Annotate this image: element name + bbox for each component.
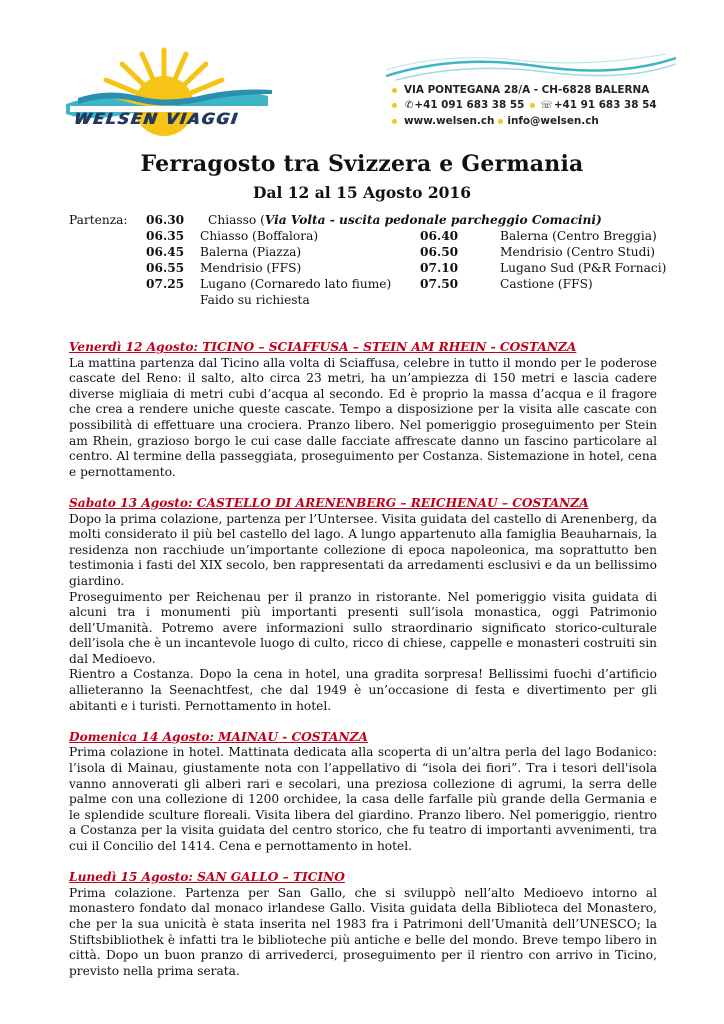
departure-row (146, 261, 184, 277)
departure-place: Lugano Sud (P&R Fornaci) (500, 261, 667, 275)
departure-time: 06.30 (146, 213, 185, 227)
departure-time: 06.50 (420, 245, 459, 259)
departure-time: 06.40 (420, 229, 459, 243)
day-description: Rientro a Costanza. Dopo la cena in hotel, una gradita sorpresa! Bellissimi fuochi d’artificio allieteranno la Seenachtfest, che dal 1949 è un’occasione di festa e divertimento per gli abitanti e i turisti. Pernottamento in hotel. (69, 667, 657, 713)
day-section (69, 340, 657, 480)
departure-row (420, 261, 458, 277)
page-title: Ferragosto tra Svizzera e Germania (140, 151, 584, 177)
departure-row (420, 245, 458, 261)
bullet-icon (392, 88, 397, 93)
day-title: Sabato 13 Agosto: CASTELLO DI ARENENBERG – REICHENAU – COSTANZA (69, 495, 589, 510)
departure-place: Mendrisio (Centro Studi) (500, 245, 656, 259)
day-description: Prima colazione in hotel. Mattinata dedicata alla scoperta di un’altra perla del lago Bodanico: l’isola di Mainau, giustamente nota con l’appellativo di “isola dei fiori”. Tra i tesori dell'isola vanno annoverati gli alberi rari e secolari, una preziosa collezione di agrumi, la serra delle palme con una collezione di 1200 orchidee, la casa delle farfalle più grande della Germania e le splendide sculture floreali. Visita libera del giardino. Pranzo libero. Nel pomeriggio, rientro a Costanza per la visita guidata del centro storico, che fu teatro di importanti avvenimenti, tra cui il Concilio del 1414. Cena e pernottamento in hotel. (69, 745, 657, 853)
departure-time: 07.50 (420, 277, 459, 291)
departure-place-detail: Via Volta - uscita pedonale parcheggio Comacini) (264, 213, 602, 227)
itinerary (69, 340, 657, 995)
day-title: Lunedì 15 Agosto: SAN GALLO – TICINO (69, 870, 345, 885)
departure-time: 07.25 (146, 277, 185, 291)
departure-row (146, 229, 184, 245)
brand-name: WELSEN VIAGGI (72, 110, 240, 128)
day-section (69, 870, 657, 979)
departure-place: Balerna (Centro Breggia) (500, 229, 657, 243)
departure-row (146, 277, 184, 293)
day-section (69, 730, 657, 855)
website-link[interactable]: www.welsen.ch (404, 114, 495, 127)
departure-note: Faido su richiesta (200, 293, 310, 307)
departure-place: Chiasso ( (208, 213, 265, 227)
address: VIA PONTEGANA 28/A - CH-6828 BALERNA (404, 84, 650, 96)
departure-row (146, 213, 602, 229)
departure-place: Lugano (Cornaredo lato fiume) (200, 277, 392, 291)
wave-decoration-icon (386, 50, 676, 86)
departure-place: Mendrisio (FFS) (200, 261, 302, 275)
bullet-icon (392, 119, 397, 124)
day-description: Proseguimento per Reichenau per il pranzo in ristorante. Nel pomeriggio visita guidata di alcuni tra i monumenti più importanti presenti sull’isola monastica, oggi Patrimonio dell’Umanità. Potremo avere informazioni sullo straordinario significato storico-culturale dell’isola che è un incantevole luogo di culto, ricco di chiese, cappelle e monasteri costruiti sin dal Medioevo. (69, 589, 657, 666)
departure-time: 06.45 (146, 245, 185, 259)
day-title: Domenica 14 Agosto: MAINAU - COSTANZA (69, 729, 368, 744)
page-subtitle: Dal 12 al 15 Agosto 2016 (253, 183, 471, 202)
phone: +41 091 683 38 55 (414, 99, 525, 112)
day-description: Prima colazione. Partenza per San Gallo, che si sviluppò nell’alto Medioevo intorno al monastero fondato dal monaco irlandese Gallo. Visita guidata della Biblioteca del Monastero, che per la sua unicità è stata inserita nel 1983 fra i Patrimoni dell’Umanità dell’UNESCO; la Stiftsbibliothek è infatti tra le biblioteche più antiche e belle del mondo. Breve tempo libero in città. Dopo un buon pranzo di arrivederci, proseguimento per il rientro con arrivo in Ticino, previsto nella prima serata. (69, 885, 657, 978)
day-description: La mattina partenza dal Ticino alla volta di Sciaffusa, celebre in tutto il mondo per le poderose cascate del Reno: il salto, alto circa 23 metri, ha un’ampiezza di 150 metri e lascia cadere diverse migliaia di metri cubi d’acqua al secondo. Ed è proprio la massa d’acqua e il fragore che crea a rendere uniche queste cascate. Tempo a disposizione per la visita alle cascate con possibilità di effettuare una crociera. Pranzo libero. Nel pomeriggio proseguimento per Stein am Rhein, grazioso borgo le cui case dalle facciate affrescate danno un fascino particolare al centro. Al termine della passeggiata, proseguimento per Costanza. Sistemazione in hotel, cena e pernottamento. (69, 355, 657, 479)
day-description: Dopo la prima colazione, partenza per l’Untersee. Visita guidata del castello di Arenenberg, da molti considerato il più bel castello del lago. A lungo appartenuto alla famiglia Beauharnais, la residenza non racchiude un’importante collezione di epoca napoleonica, ma soprattutto ben testimonia i fasti del XIX secolo, ben rappresentati da arredamenti esclusivi e da un bellissimo giardino. (69, 511, 657, 588)
bullet-icon (530, 98, 535, 113)
departure-row (146, 245, 184, 261)
departure-place: Castione (FFS) (500, 277, 593, 291)
phone-icon: ✆ (405, 100, 414, 112)
departure-row (420, 229, 458, 245)
departure-time: 06.35 (146, 229, 185, 243)
departure-time: 06.55 (146, 261, 185, 275)
bullet-icon (392, 103, 397, 108)
departure-place: Balerna (Piazza) (200, 245, 302, 259)
departure-place: Chiasso (Boffalora) (200, 229, 319, 243)
departure-row (420, 277, 458, 293)
bullet-icon (498, 114, 503, 129)
fax: +41 91 683 38 54 (553, 99, 657, 112)
departures-label: Partenza: (69, 213, 128, 227)
fax-icon: ☏ (540, 100, 553, 112)
day-section (69, 496, 657, 714)
email-link[interactable]: info@welsen.ch (507, 114, 599, 127)
day-title: Venerdì 12 Agosto: TICINO – SCIAFFUSA – STEIN AM RHEIN - COSTANZA (69, 340, 577, 354)
letterhead (0, 0, 724, 140)
departure-time: 07.10 (420, 261, 459, 275)
contact-info (392, 83, 657, 129)
